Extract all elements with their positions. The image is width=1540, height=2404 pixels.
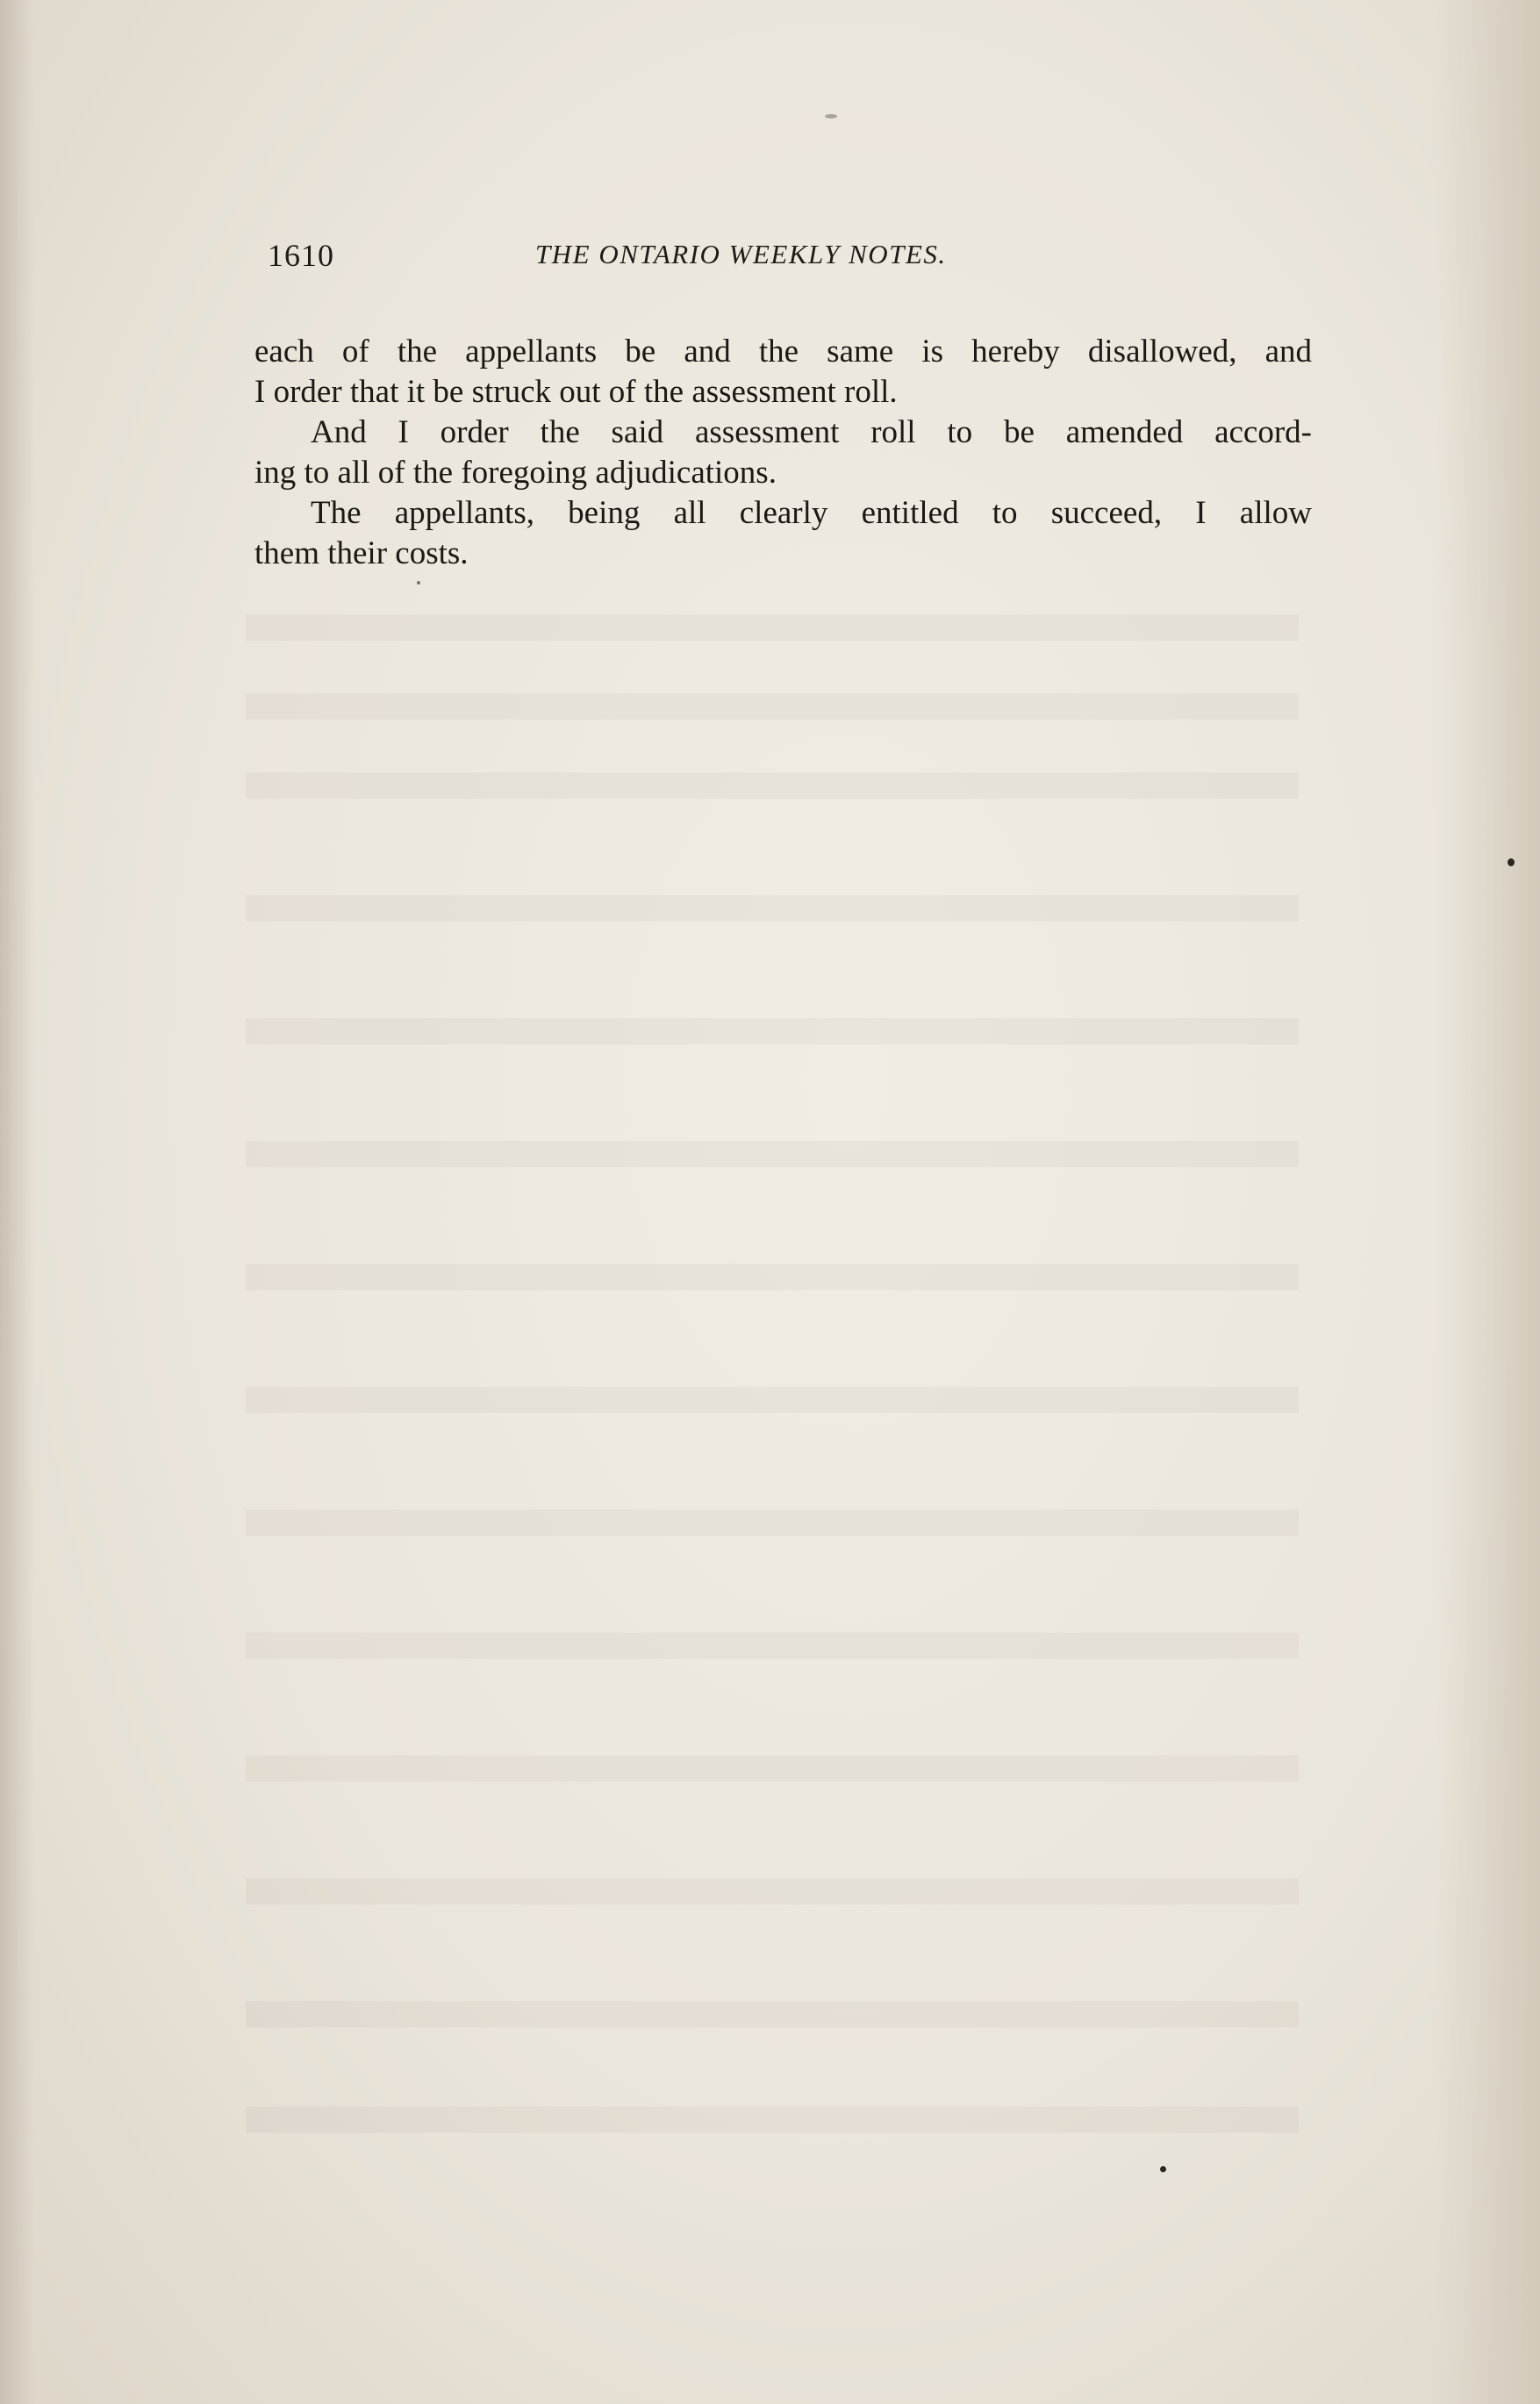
- bleed-through-line: [246, 1755, 1299, 1782]
- bleed-through-line: [246, 1633, 1299, 1659]
- running-head: THE ONTARIO WEEKLY NOTES.: [535, 239, 947, 269]
- bleed-through-line: [246, 2001, 1299, 2027]
- body-text: [254, 332, 1312, 574]
- ink-speck: [825, 114, 837, 118]
- bleed-through-line: [246, 693, 1299, 720]
- page-number: 1610: [268, 238, 334, 273]
- bleed-through-line: [246, 1141, 1299, 1167]
- bleed-through-line: [246, 1510, 1299, 1536]
- ink-speck: [1160, 2166, 1166, 2172]
- ink-speck: [417, 581, 420, 585]
- bleed-through-line: [246, 614, 1299, 641]
- bleed-through-line: [246, 1264, 1299, 1290]
- text-line: each of the appellants be and the same is hereby disallowed, and: [254, 334, 1312, 370]
- text-line: The appellants, being all clearly entitled to succeed, I allow: [311, 495, 1312, 531]
- bleed-through-line: [246, 2106, 1299, 2133]
- text-line: ing to all of the foregoing adjudications.: [254, 455, 777, 491]
- bleed-through-line: [246, 772, 1299, 799]
- text-line: And I order the said assessment roll to be amended accord-: [311, 414, 1312, 450]
- ink-speck: [1508, 858, 1515, 866]
- page-edge-shadow: [1435, 0, 1540, 2404]
- bleed-through-line: [246, 1387, 1299, 1413]
- text-line: I order that it be struck out of the assessment roll.: [254, 374, 898, 410]
- page-header: [268, 237, 1321, 290]
- bleed-through-line: [246, 895, 1299, 922]
- bleed-through-line: [246, 1878, 1299, 1905]
- spine-shadow: [0, 0, 35, 2404]
- bleed-through-line: [246, 1018, 1299, 1044]
- text-line: them their costs.: [254, 535, 469, 571]
